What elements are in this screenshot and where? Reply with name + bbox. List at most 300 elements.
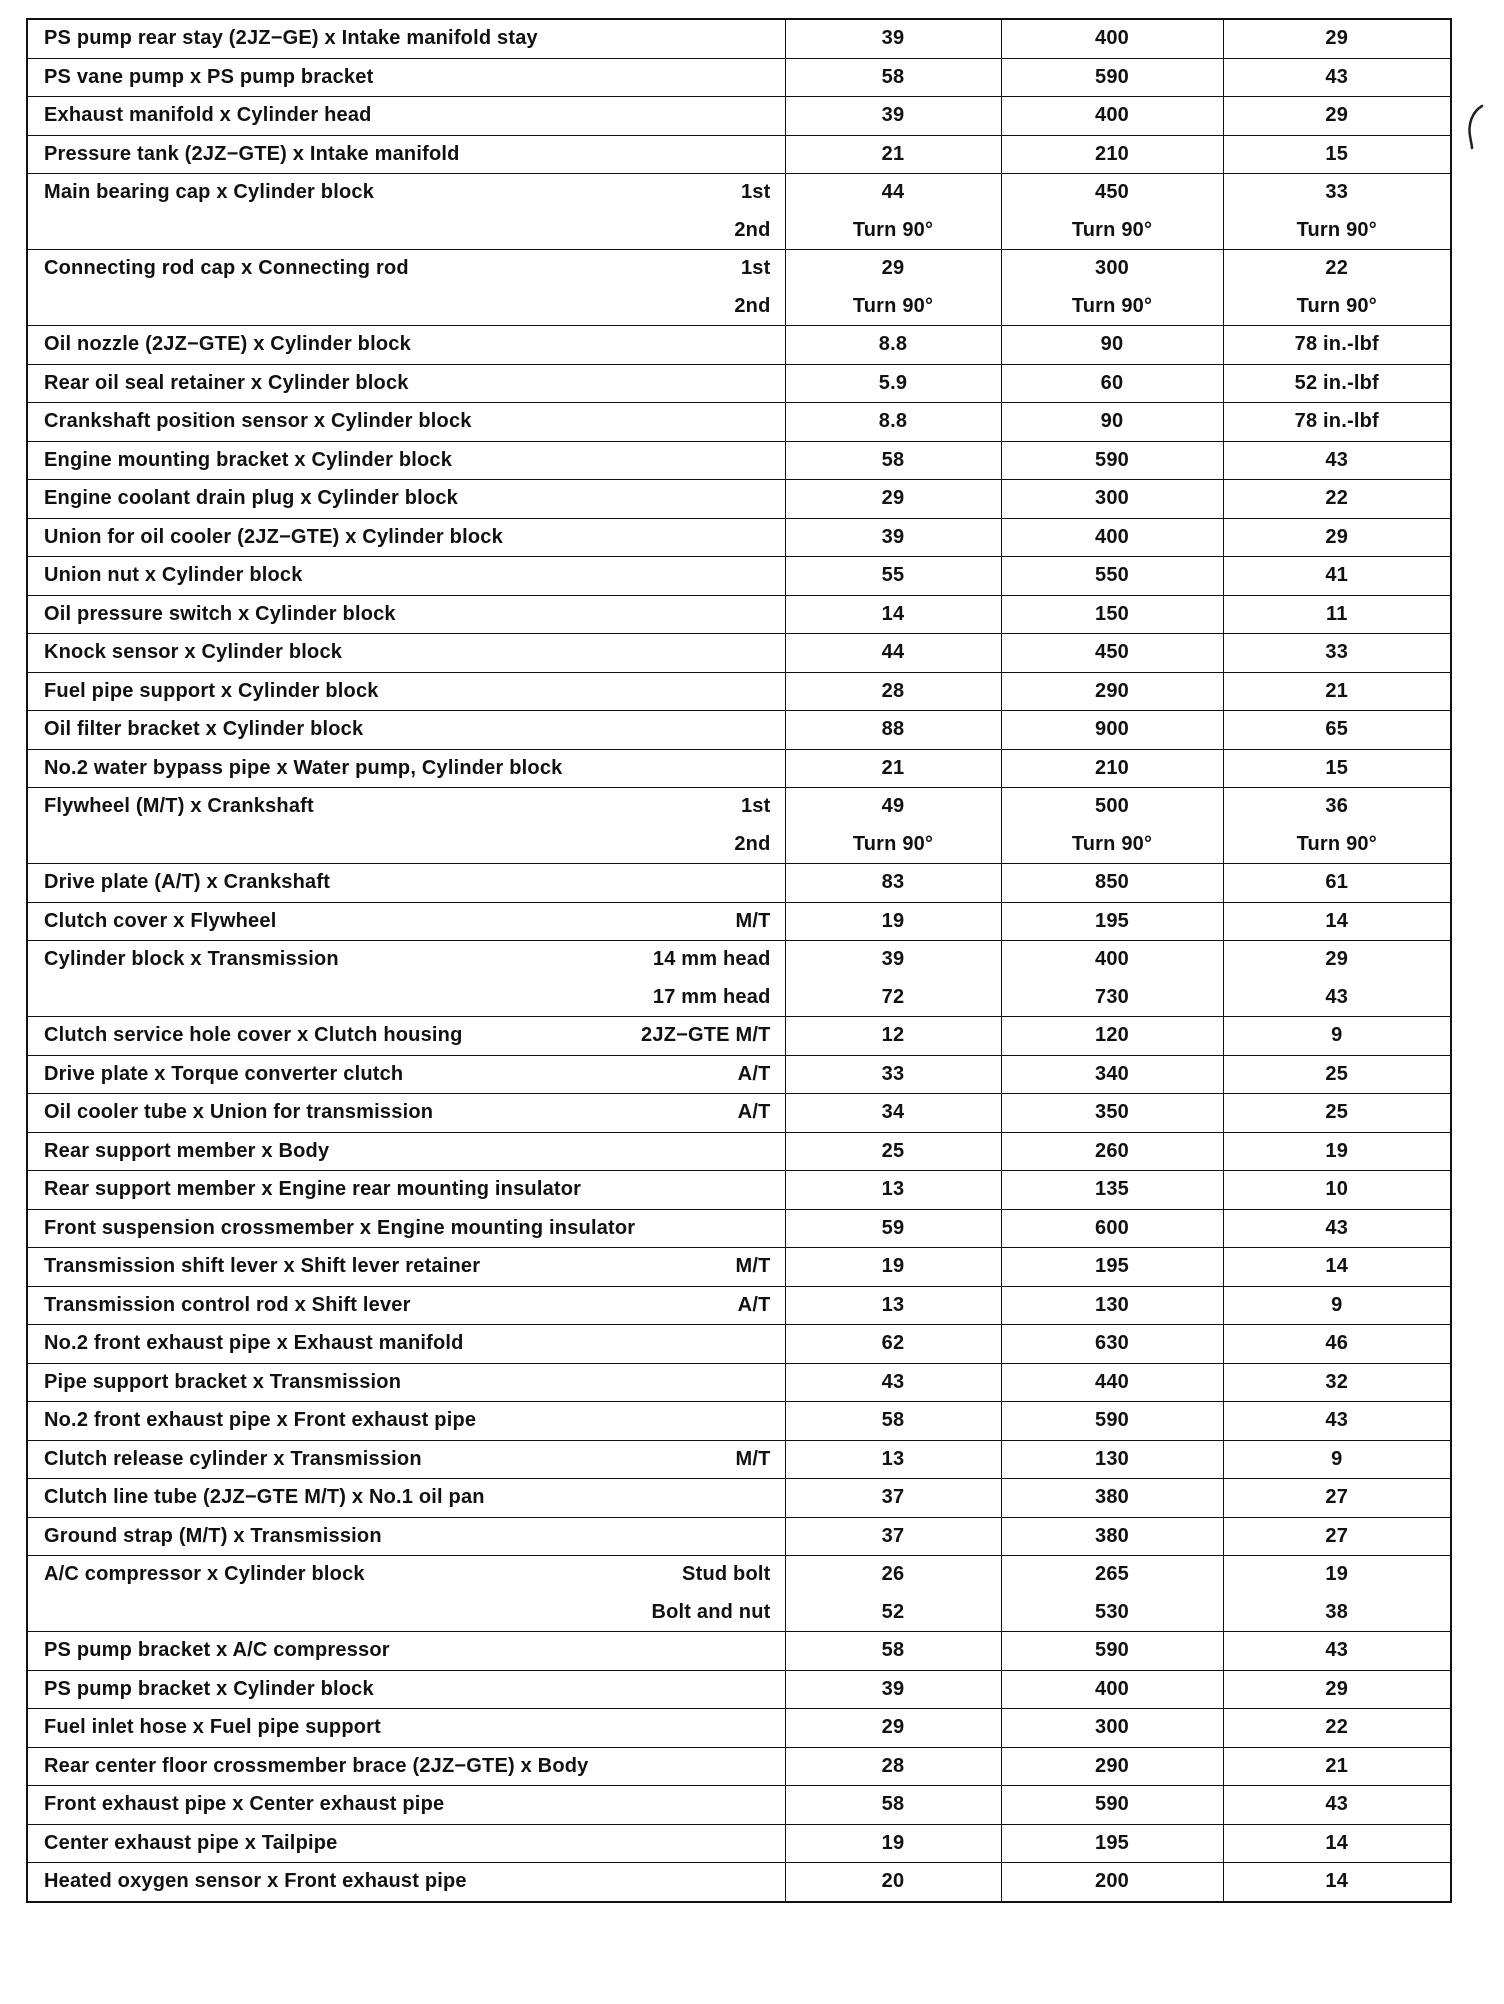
part-cell — [27, 1863, 785, 1902]
part-cell — [27, 1556, 785, 1594]
part-cell — [27, 1786, 785, 1825]
part-name: No.2 front exhaust pipe x Front exhaust pipe — [44, 1409, 477, 1432]
table-row-continuation — [27, 979, 1451, 1017]
part-name: PS pump rear stay (2JZ−GE) x Intake manifold stay — [44, 27, 538, 50]
torque-ftlbf-value: 29 — [1223, 941, 1451, 979]
part-cell-content — [44, 641, 771, 664]
part-name: Drive plate x Torque converter clutch — [44, 1062, 404, 1085]
table-row — [27, 1171, 1451, 1210]
part-cell — [27, 1594, 785, 1632]
torque-ftlbf-value: Turn 90° — [1223, 212, 1451, 250]
torque-nm-value: 8.8 — [785, 403, 1001, 442]
part-name: Pipe support bracket x Transmission — [44, 1370, 402, 1393]
torque-ftlbf-value: Turn 90° — [1223, 826, 1451, 864]
part-spec: 2JZ−GTE M/T — [641, 1024, 771, 1047]
torque-ftlbf-value: 65 — [1223, 711, 1451, 750]
torque-kgfcm-value: 60 — [1001, 364, 1223, 403]
torque-ftlbf-value: 38 — [1223, 1594, 1451, 1632]
part-name: PS vane pump x PS pump bracket — [44, 65, 374, 88]
torque-nm-value: 58 — [785, 1632, 1001, 1671]
torque-spec-table — [26, 18, 1452, 1903]
torque-ftlbf-value: 43 — [1223, 1786, 1451, 1825]
torque-kgfcm-value: 550 — [1001, 557, 1223, 596]
part-cell — [27, 1017, 785, 1056]
table-row — [27, 1248, 1451, 1287]
part-cell-content — [44, 410, 771, 433]
part-cell-content — [44, 1448, 771, 1471]
table-row — [27, 1325, 1451, 1364]
part-spec: 1st — [740, 257, 771, 280]
torque-ftlbf-value: 14 — [1223, 902, 1451, 941]
table-row — [27, 749, 1451, 788]
torque-nm-value: 62 — [785, 1325, 1001, 1364]
part-spec: A/T — [737, 1062, 771, 1085]
part-cell-content — [44, 1024, 771, 1047]
torque-kgfcm-value: 210 — [1001, 749, 1223, 788]
torque-nm-value: 33 — [785, 1055, 1001, 1094]
torque-kgfcm-value: 850 — [1001, 864, 1223, 903]
torque-nm-value: 39 — [785, 1670, 1001, 1709]
part-spec: Bolt and nut — [651, 1600, 771, 1623]
torque-ftlbf-value: Turn 90° — [1223, 288, 1451, 326]
part-cell-content — [44, 1178, 771, 1201]
torque-nm-value: 13 — [785, 1286, 1001, 1325]
part-name: Clutch line tube (2JZ−GTE M/T) x No.1 oil pan — [44, 1486, 485, 1509]
part-cell — [27, 1632, 785, 1671]
torque-nm-value: 19 — [785, 1248, 1001, 1287]
table-row — [27, 1479, 1451, 1518]
torque-ftlbf-value: 41 — [1223, 557, 1451, 596]
part-cell — [27, 902, 785, 941]
torque-nm-value: 28 — [785, 1747, 1001, 1786]
part-name: Oil nozzle (2JZ−GTE) x Cylinder block — [44, 333, 411, 356]
torque-ftlbf-value: 36 — [1223, 788, 1451, 826]
part-spec: A/T — [737, 1293, 771, 1316]
torque-nm-value: 25 — [785, 1132, 1001, 1171]
torque-nm-value: 37 — [785, 1479, 1001, 1518]
torque-ftlbf-value: 33 — [1223, 634, 1451, 673]
table-row — [27, 557, 1451, 596]
torque-ftlbf-value: 22 — [1223, 250, 1451, 288]
torque-ftlbf-value: 22 — [1223, 1709, 1451, 1748]
part-cell-content — [44, 1294, 771, 1317]
torque-kgfcm-value: 590 — [1001, 58, 1223, 97]
table-row — [27, 1440, 1451, 1479]
part-cell — [27, 1440, 785, 1479]
torque-kgfcm-value: 195 — [1001, 1824, 1223, 1863]
table-row — [27, 1517, 1451, 1556]
torque-ftlbf-value: 43 — [1223, 1209, 1451, 1248]
torque-nm-value: 5.9 — [785, 364, 1001, 403]
part-name: Rear oil seal retainer x Cylinder block — [44, 371, 409, 394]
part-cell-content — [44, 1793, 771, 1816]
torque-ftlbf-value: 9 — [1223, 1286, 1451, 1325]
torque-ftlbf-value: 14 — [1223, 1248, 1451, 1287]
torque-kgfcm-value: 450 — [1001, 174, 1223, 212]
part-cell — [27, 364, 785, 403]
part-name: PS pump bracket x A/C compressor — [44, 1639, 390, 1662]
torque-nm-value: 58 — [785, 1786, 1001, 1825]
part-spec: 1st — [740, 795, 771, 818]
torque-kgfcm-value: 590 — [1001, 441, 1223, 480]
torque-nm-value: 83 — [785, 864, 1001, 903]
table-row — [27, 634, 1451, 673]
torque-nm-value: 44 — [785, 174, 1001, 212]
torque-kgfcm-value: 400 — [1001, 1670, 1223, 1709]
torque-ftlbf-value: 15 — [1223, 135, 1451, 174]
part-spec: 2nd — [734, 294, 771, 317]
part-spec: 2nd — [734, 832, 771, 855]
torque-nm-value: 29 — [785, 1709, 1001, 1748]
torque-nm-value: Turn 90° — [785, 212, 1001, 250]
torque-nm-value: 49 — [785, 788, 1001, 826]
part-cell-content — [44, 833, 771, 856]
torque-ftlbf-value: 27 — [1223, 1517, 1451, 1556]
torque-ftlbf-value: 29 — [1223, 518, 1451, 557]
torque-kgfcm-value: 380 — [1001, 1517, 1223, 1556]
part-name: Pressure tank (2JZ−GTE) x Intake manifold — [44, 142, 460, 165]
torque-nm-value: 14 — [785, 595, 1001, 634]
part-spec: 17 mm head — [652, 985, 771, 1008]
part-cell — [27, 672, 785, 711]
torque-kgfcm-value: 400 — [1001, 19, 1223, 58]
part-cell — [27, 1325, 785, 1364]
torque-kgfcm-value: 730 — [1001, 979, 1223, 1017]
part-name: Clutch cover x Flywheel — [44, 909, 277, 932]
torque-kgfcm-value: 300 — [1001, 250, 1223, 288]
torque-kgfcm-value: Turn 90° — [1001, 826, 1223, 864]
part-name: Rear support member x Body — [44, 1139, 330, 1162]
part-cell-content — [44, 487, 771, 510]
part-cell-content — [44, 1639, 771, 1662]
table-row — [27, 1286, 1451, 1325]
part-cell-content — [44, 1678, 771, 1701]
part-cell — [27, 1209, 785, 1248]
torque-nm-value: 52 — [785, 1594, 1001, 1632]
part-cell — [27, 1824, 785, 1863]
torque-nm-value: 26 — [785, 1556, 1001, 1594]
torque-nm-value: 58 — [785, 1402, 1001, 1441]
torque-nm-value: 28 — [785, 672, 1001, 711]
torque-nm-value: 8.8 — [785, 326, 1001, 365]
part-cell — [27, 1670, 785, 1709]
part-cell-content — [44, 1525, 771, 1548]
part-name: Union nut x Cylinder block — [44, 564, 303, 587]
torque-ftlbf-value: 29 — [1223, 19, 1451, 58]
torque-ftlbf-value: 9 — [1223, 1440, 1451, 1479]
part-cell — [27, 1747, 785, 1786]
part-cell — [27, 1402, 785, 1441]
torque-ftlbf-value: 29 — [1223, 1670, 1451, 1709]
part-name: Fuel inlet hose x Fuel pipe support — [44, 1716, 382, 1739]
part-cell-content — [44, 1332, 771, 1355]
torque-nm-value: 20 — [785, 1863, 1001, 1902]
torque-kgfcm-value: 590 — [1001, 1786, 1223, 1825]
table-row-continuation — [27, 288, 1451, 326]
part-cell — [27, 1171, 785, 1210]
part-cell — [27, 864, 785, 903]
torque-ftlbf-value: 22 — [1223, 480, 1451, 519]
torque-ftlbf-value: 19 — [1223, 1556, 1451, 1594]
part-name: Engine coolant drain plug x Cylinder block — [44, 487, 459, 510]
part-cell — [27, 788, 785, 826]
part-name: Clutch release cylinder x Transmission — [44, 1447, 422, 1470]
part-cell — [27, 1286, 785, 1325]
table-row — [27, 1824, 1451, 1863]
table-row — [27, 326, 1451, 365]
part-cell-content — [44, 1217, 771, 1240]
part-spec: M/T — [735, 1447, 771, 1470]
part-name: Center exhaust pipe x Tailpipe — [44, 1831, 338, 1854]
part-cell — [27, 441, 785, 480]
part-cell-content — [44, 1140, 771, 1163]
torque-kgfcm-value: 90 — [1001, 403, 1223, 442]
torque-nm-value: 59 — [785, 1209, 1001, 1248]
torque-nm-value: 44 — [785, 634, 1001, 673]
table-row — [27, 1209, 1451, 1248]
part-cell-content — [44, 66, 771, 89]
part-cell-content — [44, 1255, 771, 1278]
torque-nm-value: Turn 90° — [785, 826, 1001, 864]
part-cell — [27, 58, 785, 97]
part-cell — [27, 1363, 785, 1402]
torque-ftlbf-value: 9 — [1223, 1017, 1451, 1056]
part-spec: M/T — [735, 1255, 771, 1278]
torque-ftlbf-value: 61 — [1223, 864, 1451, 903]
torque-kgfcm-value: 210 — [1001, 135, 1223, 174]
torque-nm-value: 34 — [785, 1094, 1001, 1133]
torque-kgfcm-value: 150 — [1001, 595, 1223, 634]
part-cell-content — [44, 295, 771, 318]
part-cell-content — [44, 1716, 771, 1739]
torque-nm-value: 55 — [785, 557, 1001, 596]
part-name: Engine mounting bracket x Cylinder block — [44, 448, 453, 471]
torque-ftlbf-value: 52 in.-lbf — [1223, 364, 1451, 403]
torque-kgfcm-value: 120 — [1001, 1017, 1223, 1056]
table-row — [27, 672, 1451, 711]
part-cell-content — [44, 104, 771, 127]
part-name: Union for oil cooler (2JZ−GTE) x Cylinder block — [44, 525, 503, 548]
part-name: Crankshaft position sensor x Cylinder block — [44, 410, 472, 433]
table-row — [27, 788, 1451, 826]
table-row — [27, 135, 1451, 174]
torque-nm-value: 29 — [785, 250, 1001, 288]
part-cell — [27, 979, 785, 1017]
torque-kgfcm-value: 530 — [1001, 1594, 1223, 1632]
part-cell-content — [44, 1755, 771, 1778]
part-name: Oil filter bracket x Cylinder block — [44, 718, 364, 741]
part-cell — [27, 250, 785, 288]
torque-kgfcm-value: 290 — [1001, 1747, 1223, 1786]
part-cell — [27, 403, 785, 442]
torque-kgfcm-value: 130 — [1001, 1286, 1223, 1325]
torque-nm-value: 39 — [785, 941, 1001, 979]
table-row — [27, 441, 1451, 480]
torque-kgfcm-value: 350 — [1001, 1094, 1223, 1133]
torque-kgfcm-value: 440 — [1001, 1363, 1223, 1402]
table-row — [27, 480, 1451, 519]
torque-kgfcm-value: Turn 90° — [1001, 212, 1223, 250]
torque-kgfcm-value: 590 — [1001, 1632, 1223, 1671]
table-row — [27, 1402, 1451, 1441]
torque-nm-value: 19 — [785, 902, 1001, 941]
torque-nm-value: 39 — [785, 97, 1001, 136]
torque-kgfcm-value: 130 — [1001, 1440, 1223, 1479]
part-spec: 14 mm head — [652, 948, 771, 971]
part-cell-content — [44, 449, 771, 472]
torque-nm-value: 29 — [785, 480, 1001, 519]
part-name: Front exhaust pipe x Center exhaust pipe — [44, 1793, 445, 1816]
table-row — [27, 250, 1451, 288]
torque-table-body — [27, 19, 1451, 1902]
part-name: Flywheel (M/T) x Crankshaft — [44, 795, 314, 818]
table-row — [27, 902, 1451, 941]
part-cell — [27, 174, 785, 212]
torque-ftlbf-value: 43 — [1223, 1402, 1451, 1441]
part-cell — [27, 1055, 785, 1094]
torque-nm-value: 58 — [785, 441, 1001, 480]
part-cell-content — [44, 257, 771, 280]
torque-ftlbf-value: 43 — [1223, 441, 1451, 480]
torque-kgfcm-value: 630 — [1001, 1325, 1223, 1364]
torque-nm-value: 39 — [785, 19, 1001, 58]
torque-nm-value: 88 — [785, 711, 1001, 750]
torque-ftlbf-value: 11 — [1223, 595, 1451, 634]
part-cell — [27, 941, 785, 979]
part-name: PS pump bracket x Cylinder block — [44, 1677, 374, 1700]
torque-ftlbf-value: 46 — [1223, 1325, 1451, 1364]
part-cell-content — [44, 1832, 771, 1855]
torque-ftlbf-value: 15 — [1223, 749, 1451, 788]
torque-ftlbf-value: 25 — [1223, 1055, 1451, 1094]
part-cell — [27, 326, 785, 365]
part-name: No.2 front exhaust pipe x Exhaust manifold — [44, 1332, 464, 1355]
torque-ftlbf-value: 21 — [1223, 672, 1451, 711]
part-name: Clutch service hole cover x Clutch housing — [44, 1024, 463, 1047]
torque-ftlbf-value: 43 — [1223, 1632, 1451, 1671]
part-name: Fuel pipe support x Cylinder block — [44, 679, 379, 702]
table-row — [27, 1747, 1451, 1786]
part-name: Knock sensor x Cylinder block — [44, 641, 343, 664]
part-cell-content — [44, 718, 771, 741]
part-name: Connecting rod cap x Connecting rod — [44, 257, 409, 280]
torque-ftlbf-value: 43 — [1223, 979, 1451, 1017]
torque-kgfcm-value: 340 — [1001, 1055, 1223, 1094]
table-row — [27, 364, 1451, 403]
part-cell — [27, 1132, 785, 1171]
torque-kgfcm-value: 300 — [1001, 480, 1223, 519]
torque-kgfcm-value: 290 — [1001, 672, 1223, 711]
torque-ftlbf-value: 27 — [1223, 1479, 1451, 1518]
torque-ftlbf-value: 43 — [1223, 58, 1451, 97]
table-row — [27, 595, 1451, 634]
torque-nm-value: 58 — [785, 58, 1001, 97]
table-row — [27, 58, 1451, 97]
torque-nm-value: 37 — [785, 1517, 1001, 1556]
torque-kgfcm-value: 400 — [1001, 97, 1223, 136]
part-spec: A/T — [737, 1101, 771, 1124]
table-row — [27, 1786, 1451, 1825]
part-cell — [27, 1248, 785, 1287]
torque-kgfcm-value: 135 — [1001, 1171, 1223, 1210]
part-cell-content — [44, 1870, 771, 1893]
torque-ftlbf-value: 19 — [1223, 1132, 1451, 1171]
torque-kgfcm-value: 380 — [1001, 1479, 1223, 1518]
table-row — [27, 1055, 1451, 1094]
part-cell — [27, 1709, 785, 1748]
margin-pen-mark-icon — [1462, 102, 1492, 152]
part-cell-content — [44, 680, 771, 703]
table-row — [27, 518, 1451, 557]
table-row — [27, 711, 1451, 750]
table-row — [27, 174, 1451, 212]
table-row — [27, 1709, 1451, 1748]
table-row — [27, 1132, 1451, 1171]
part-cell-content — [44, 1101, 771, 1124]
part-name: Oil cooler tube x Union for transmission — [44, 1101, 434, 1124]
part-spec: 2nd — [734, 218, 771, 241]
part-name: Rear center floor crossmember brace (2JZ−GTE) x Body — [44, 1754, 589, 1777]
part-cell-content — [44, 948, 771, 971]
part-cell-content — [44, 526, 771, 549]
part-cell-content — [44, 1601, 771, 1624]
table-row — [27, 1017, 1451, 1056]
part-name: Heated oxygen sensor x Front exhaust pipe — [44, 1870, 467, 1893]
table-row-continuation — [27, 1594, 1451, 1632]
part-cell — [27, 749, 785, 788]
part-name: Rear support member x Engine rear mounting insulator — [44, 1178, 582, 1201]
torque-ftlbf-value: 29 — [1223, 97, 1451, 136]
table-row — [27, 1670, 1451, 1709]
part-name: Cylinder block x Transmission — [44, 948, 339, 971]
part-spec: M/T — [735, 909, 771, 932]
part-name: Front suspension crossmember x Engine mounting insulator — [44, 1216, 636, 1239]
part-cell-content — [44, 795, 771, 818]
part-name: Ground strap (M/T) x Transmission — [44, 1524, 382, 1547]
part-cell-content — [44, 372, 771, 395]
torque-kgfcm-value: 200 — [1001, 1863, 1223, 1902]
part-cell — [27, 634, 785, 673]
torque-kgfcm-value: 400 — [1001, 518, 1223, 557]
torque-nm-value: 72 — [785, 979, 1001, 1017]
table-row — [27, 403, 1451, 442]
part-cell — [27, 1517, 785, 1556]
part-name: Transmission shift lever x Shift lever retainer — [44, 1255, 481, 1278]
torque-kgfcm-value: 90 — [1001, 326, 1223, 365]
part-cell-content — [44, 757, 771, 780]
torque-nm-value: 39 — [785, 518, 1001, 557]
torque-ftlbf-value: 21 — [1223, 1747, 1451, 1786]
part-name: A/C compressor x Cylinder block — [44, 1563, 365, 1586]
part-cell-content — [44, 986, 771, 1009]
torque-ftlbf-value: 78 in.-lbf — [1223, 326, 1451, 365]
torque-kgfcm-value: Turn 90° — [1001, 288, 1223, 326]
torque-ftlbf-value: 14 — [1223, 1863, 1451, 1902]
table-row — [27, 1632, 1451, 1671]
part-cell-content — [44, 1486, 771, 1509]
torque-ftlbf-value: 14 — [1223, 1824, 1451, 1863]
part-cell-content — [44, 333, 771, 356]
torque-nm-value: 43 — [785, 1363, 1001, 1402]
torque-nm-value: 13 — [785, 1171, 1001, 1210]
part-name: Main bearing cap x Cylinder block — [44, 181, 375, 204]
part-cell — [27, 480, 785, 519]
part-cell-content — [44, 1409, 771, 1432]
part-cell-content — [44, 143, 771, 166]
torque-ftlbf-value: 33 — [1223, 174, 1451, 212]
torque-kgfcm-value: 265 — [1001, 1556, 1223, 1594]
part-cell — [27, 19, 785, 58]
